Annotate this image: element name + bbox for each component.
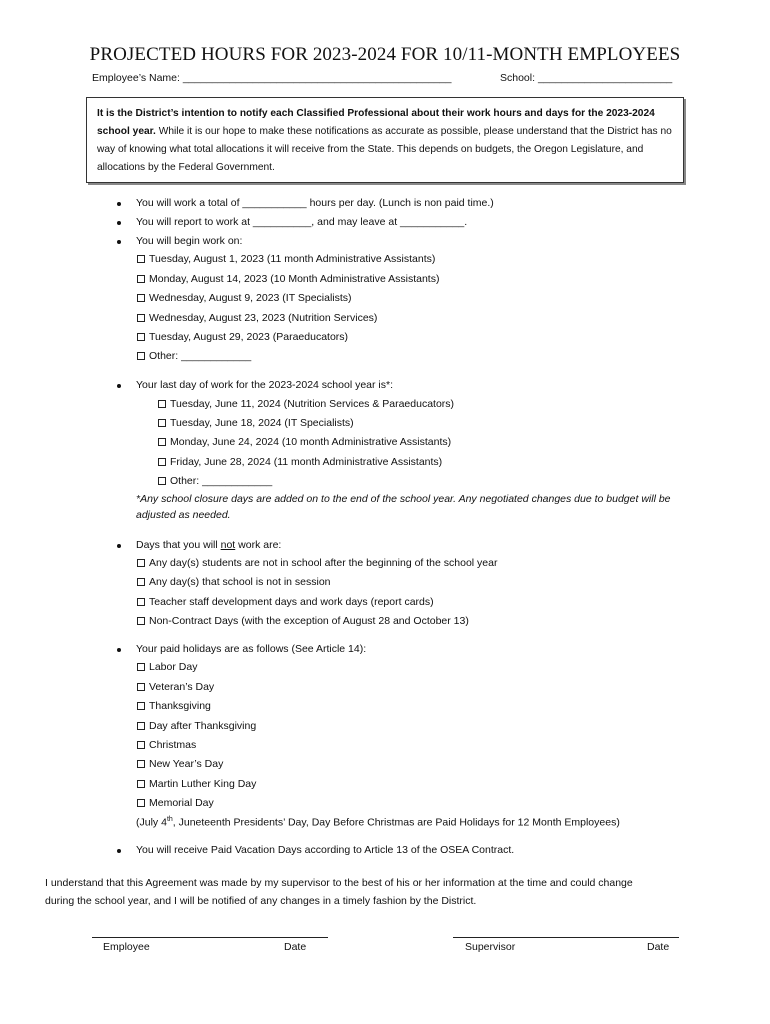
document-title: PROJECTED HOURS FOR 2023-2024 FOR 10/11-MONTH EMPLOYEES [89, 44, 681, 65]
checkbox-icon[interactable] [137, 578, 145, 586]
checkbox-icon[interactable] [137, 799, 145, 807]
checkbox-icon[interactable] [137, 780, 145, 788]
last-day-label: Your last day of work for the 2023-2024 school year is*: [136, 379, 394, 391]
checkbox-icon[interactable] [137, 598, 145, 606]
holiday-item[interactable]: Veteran’s Day [137, 681, 214, 693]
not-work-label: Days that you will not work are: [136, 539, 282, 551]
bullet-icon [117, 648, 121, 652]
holiday-item[interactable]: Martin Luther King Day [137, 778, 256, 790]
checkbox-icon[interactable] [137, 760, 145, 768]
begin-option[interactable]: Wednesday, August 23, 2023 (Nutrition Services) [137, 312, 377, 324]
holiday-item[interactable]: Christmas [137, 739, 196, 751]
holidays-label: Your paid holidays are as follows (See Article 14): [136, 643, 367, 655]
bullet-icon [117, 221, 121, 225]
not-work-option[interactable]: Any day(s) students are not in school after the beginning of the school year [137, 557, 497, 569]
employee-date-label: Date [284, 941, 307, 953]
checkbox-icon[interactable] [137, 275, 145, 283]
last-day-option[interactable]: Other: ____________ [158, 475, 272, 487]
last-day-option[interactable]: Monday, June 24, 2024 (10 month Administrative Assistants) [158, 436, 451, 448]
checkbox-icon[interactable] [137, 683, 145, 691]
checkbox-icon[interactable] [137, 702, 145, 710]
begin-option[interactable]: Tuesday, August 29, 2023 (Paraeducators) [137, 331, 348, 343]
holiday-item[interactable]: Memorial Day [137, 797, 214, 809]
last-day-option[interactable]: Tuesday, June 18, 2024 (IT Specialists) [158, 417, 354, 429]
notice-bold-text: It is the District’s intention to notify each Classified Professional about their work hours and days for the 2023-2024 school year. [97, 108, 655, 137]
not-work-option[interactable]: Non-Contract Days (with the exception of August 28 and October 13) [137, 615, 469, 627]
school-field[interactable]: School: _______________________ [500, 72, 673, 84]
supervisor-date-label: Date [647, 941, 670, 953]
not-work-option[interactable]: Teacher staff development days and work days (report cards) [137, 596, 434, 608]
checkbox-icon[interactable] [137, 559, 145, 567]
begin-label: You will begin work on: [136, 235, 243, 247]
last-day-option[interactable]: Friday, June 28, 2024 (11 month Administrative Assistants) [158, 456, 442, 468]
checkbox-icon[interactable] [137, 333, 145, 341]
holiday-item[interactable]: Labor Day [137, 661, 197, 673]
report-line: You will report to work at __________, and may leave at ___________. [136, 216, 468, 228]
hours-line: You will work a total of ___________ hours per day. (Lunch is non paid time.) [136, 197, 494, 209]
checkbox-icon[interactable] [137, 255, 145, 263]
holiday-item[interactable]: Day after Thanksgiving [137, 720, 256, 732]
bullet-icon [117, 384, 121, 388]
agreement-text-cont: during the school year, and I will be notified of any changes in a timely fashion by the District. [45, 895, 477, 907]
employee-label: Employee [103, 941, 150, 953]
checkbox-icon[interactable] [158, 458, 166, 466]
begin-option[interactable]: Monday, August 14, 2023 (10 Month Administrative Assistants) [137, 273, 439, 285]
checkbox-icon[interactable] [158, 438, 166, 446]
checkbox-icon[interactable] [158, 477, 166, 485]
vacation-line: You will receive Paid Vacation Days according to Article 13 of the OSEA Contract. [136, 844, 515, 856]
notice-text: While it is our hope to make these notifications as accurate as possible, please understand that the District has no way of knowing what total allocations it will receive from the State. This depends on budgets, the Oregon Legislature, and allocations by the Federal Government. [97, 126, 672, 173]
checkbox-icon[interactable] [137, 722, 145, 730]
checkbox-icon[interactable] [137, 617, 145, 625]
begin-option[interactable]: Other: ____________ [137, 350, 251, 362]
bullet-icon [117, 202, 121, 206]
begin-option[interactable]: Wednesday, August 9, 2023 (IT Specialists) [137, 292, 352, 304]
checkbox-icon[interactable] [158, 400, 166, 408]
checkbox-icon[interactable] [137, 741, 145, 749]
holiday-item[interactable]: New Year’s Day [137, 758, 223, 770]
checkbox-icon[interactable] [137, 663, 145, 671]
checkbox-icon[interactable] [137, 314, 145, 322]
not-work-option[interactable]: Any day(s) that school is not in session [137, 576, 331, 588]
checkbox-icon[interactable] [158, 419, 166, 427]
supervisor-signature-line[interactable] [453, 937, 679, 938]
closure-note: *Any school closure days are added on to the end of the school year. Any negotiated changes due to budget will be [136, 493, 671, 505]
employee-signature-line[interactable] [92, 937, 328, 938]
bullet-icon [117, 544, 121, 548]
holiday-note: (July 4th, Juneteenth Presidents’ Day, Day Before Christmas are Paid Holidays for 12 Month Employees) [136, 816, 620, 829]
holiday-item[interactable]: Thanksgiving [137, 700, 211, 712]
bullet-icon [117, 240, 121, 244]
employee-name-field[interactable]: Employee’s Name: ______________________________________________ [92, 72, 452, 84]
closure-note-cont: adjusted as needed. [136, 509, 231, 521]
agreement-text: I understand that this Agreement was made by my supervisor to the best of his or her information at the time and could change [45, 877, 633, 889]
checkbox-icon[interactable] [137, 352, 145, 360]
begin-option[interactable]: Tuesday, August 1, 2023 (11 month Administrative Assistants) [137, 253, 435, 265]
supervisor-label: Supervisor [465, 941, 516, 953]
bullet-icon [117, 849, 121, 853]
notice-box [86, 97, 684, 183]
last-day-option[interactable]: Tuesday, June 11, 2024 (Nutrition Services & Paraeducators) [158, 398, 454, 410]
checkbox-icon[interactable] [137, 294, 145, 302]
